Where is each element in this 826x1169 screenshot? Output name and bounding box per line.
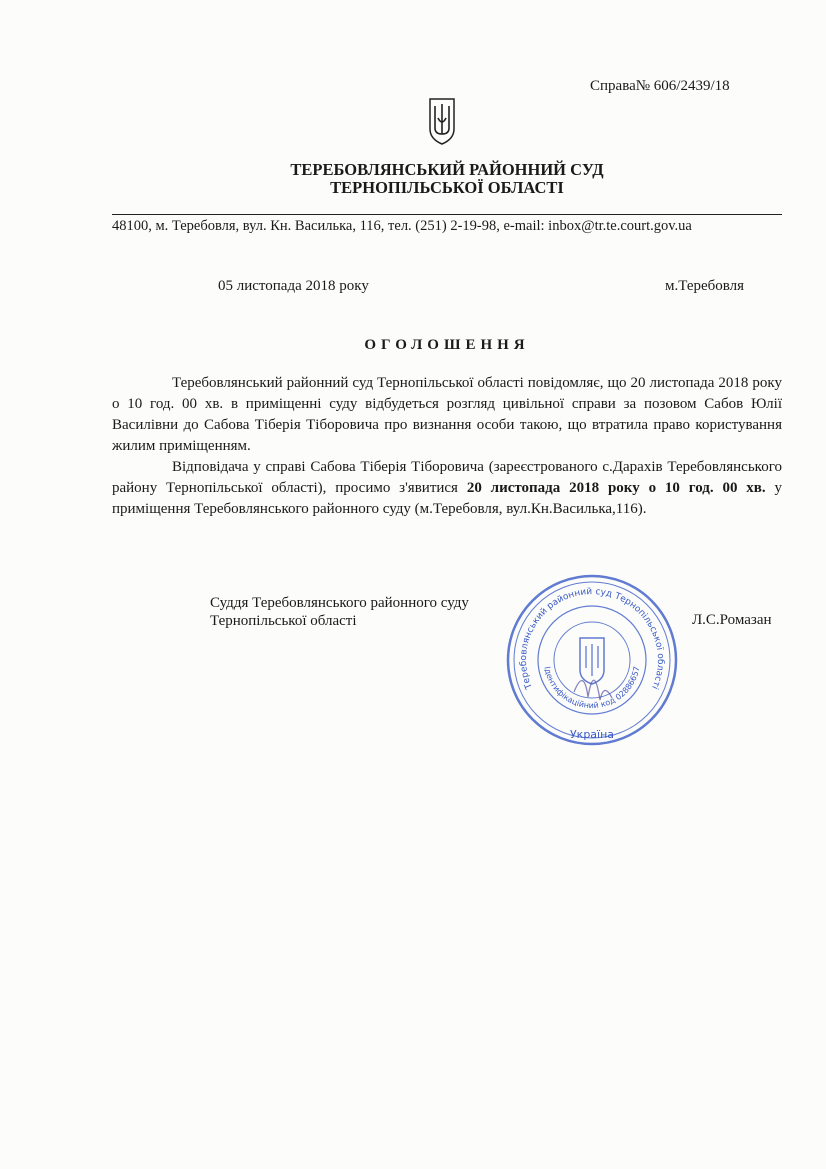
paragraph-2-part-2: у приміщення Теребовлянського районного суду (м.Теребовля, вул.Кн.Василька,116). [112, 480, 782, 517]
court-name: ТЕРЕБОВЛЯНСЬКИЙ РАЙОННИЙ СУД [290, 160, 604, 179]
document-heading: ОГОЛОШЕННЯ [364, 337, 530, 353]
announcement-body [112, 373, 782, 520]
stamp-inner-text: Ідентифікаційний код 02886657 [542, 665, 642, 711]
document-city: м.Теребовля [665, 278, 745, 294]
stamp-outer-text: Теребовлянський районний суд Тернопільської області [518, 587, 666, 691]
court-address: 48100, м. Теребовля, вул. Кн. Василька, 116, тел. (251) 2-19-98, e-mail: inbox@tr.te.court.gov.ua [112, 218, 692, 234]
header-divider [112, 214, 782, 215]
paragraph-1: Теребовлянський районний суд Тернопільської області повідомляє, що 20 листопада 2018 року о 10 год. 00 хв. в приміщенні суду відбудеться розгляд цивільної справи за позовом Сабов Юлії Василівни до Сабова Тіберія Тіборовича про визнання особи такою, що втратила право користування жилим приміщенням. [112, 375, 782, 454]
paragraph-2-part-1: Відповідача у справі Сабова Тіберія Тіборовича (зареєстрованого с.Дарахів Теребовлянського району Тернопільської області), просимо з'явитися [112, 459, 782, 496]
court-region: ТЕРНОПІЛЬСЬКОЇ ОБЛАСТІ [330, 178, 564, 197]
judge-title-line-2: Тернопільської області [210, 613, 357, 629]
trident-emblem-icon [427, 96, 457, 146]
hearing-datetime: 20 листопада 2018 року о 10 год. 00 хв. [466, 480, 766, 496]
stamp-bottom-text: Україна [569, 728, 615, 741]
document-date: 05 листопада 2018 року [218, 278, 369, 294]
case-number: Справа№ 606/2439/18 [590, 78, 730, 94]
paragraph-2 [112, 457, 782, 520]
judge-name: Л.С.Ромазан [692, 612, 772, 628]
court-seal-stamp [504, 572, 680, 748]
judge-title-line-1: Суддя Теребовлянського районного суду [210, 595, 469, 611]
judge-title [210, 594, 469, 630]
